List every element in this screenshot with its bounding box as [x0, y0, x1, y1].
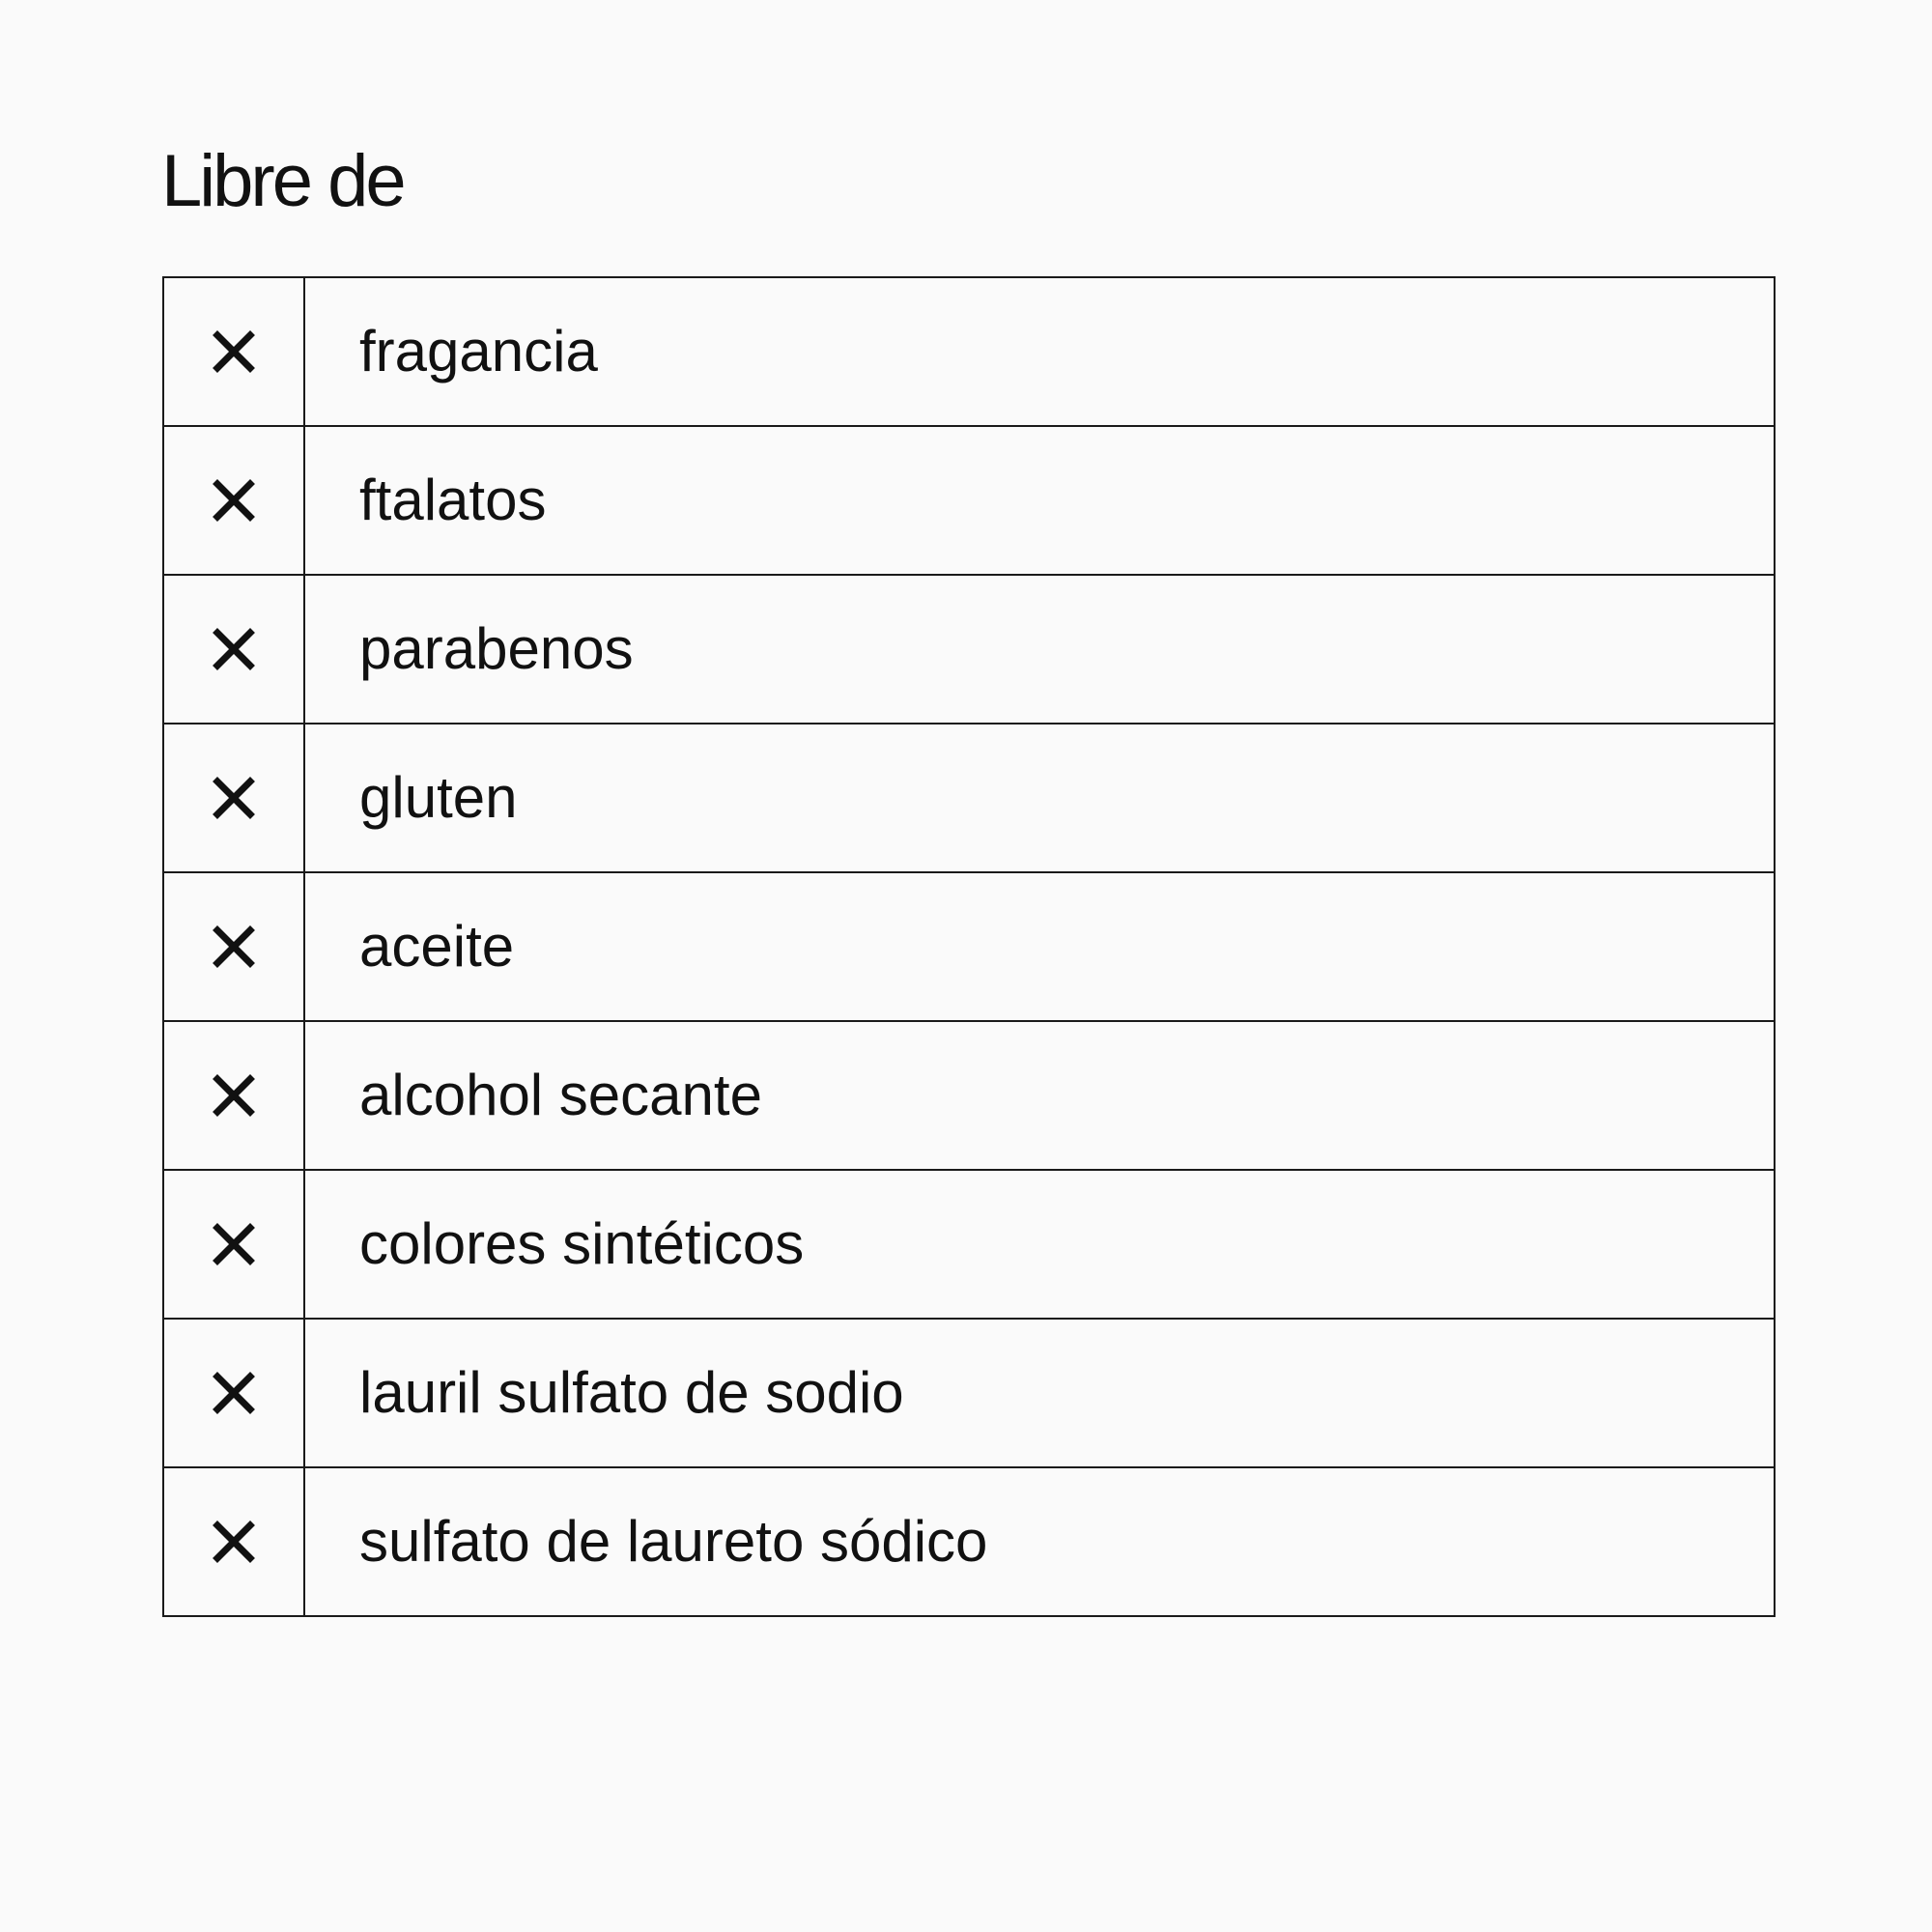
mark-cell	[163, 1170, 304, 1319]
x-mark-icon	[213, 479, 255, 522]
x-mark-icon	[213, 925, 255, 968]
ingredient-label: gluten	[304, 724, 1775, 872]
x-mark-icon	[213, 1223, 255, 1265]
table-row	[163, 1319, 1775, 1467]
x-mark-icon	[213, 1074, 255, 1117]
free-from-table	[162, 276, 1776, 1617]
table-row	[163, 1170, 1775, 1319]
table-row	[163, 724, 1775, 872]
x-mark-icon	[213, 628, 255, 670]
mark-cell	[163, 1319, 304, 1467]
x-mark-icon	[213, 330, 255, 373]
x-mark-icon	[213, 1520, 255, 1563]
x-mark-icon	[213, 777, 255, 819]
ingredient-label: aceite	[304, 872, 1775, 1021]
table-row	[163, 277, 1775, 426]
ingredient-label: colores sintéticos	[304, 1170, 1775, 1319]
table-row	[163, 1467, 1775, 1616]
ingredient-label: lauril sulfato de sodio	[304, 1319, 1775, 1467]
table-row	[163, 872, 1775, 1021]
mark-cell	[163, 1021, 304, 1170]
mark-cell	[163, 575, 304, 724]
ingredient-label: alcohol secante	[304, 1021, 1775, 1170]
ingredient-label: fragancia	[304, 277, 1775, 426]
ingredient-label: sulfato de laureto sódico	[304, 1467, 1775, 1616]
table-row	[163, 1021, 1775, 1170]
free-from-list	[163, 277, 1775, 1616]
mark-cell	[163, 277, 304, 426]
ingredient-label: ftalatos	[304, 426, 1775, 575]
mark-cell	[163, 426, 304, 575]
mark-cell	[163, 724, 304, 872]
mark-cell	[163, 872, 304, 1021]
table-row	[163, 426, 1775, 575]
ingredient-label: parabenos	[304, 575, 1775, 724]
x-mark-icon	[213, 1372, 255, 1414]
mark-cell	[163, 1467, 304, 1616]
page-title: Libre de	[161, 140, 404, 222]
table-row	[163, 575, 1775, 724]
